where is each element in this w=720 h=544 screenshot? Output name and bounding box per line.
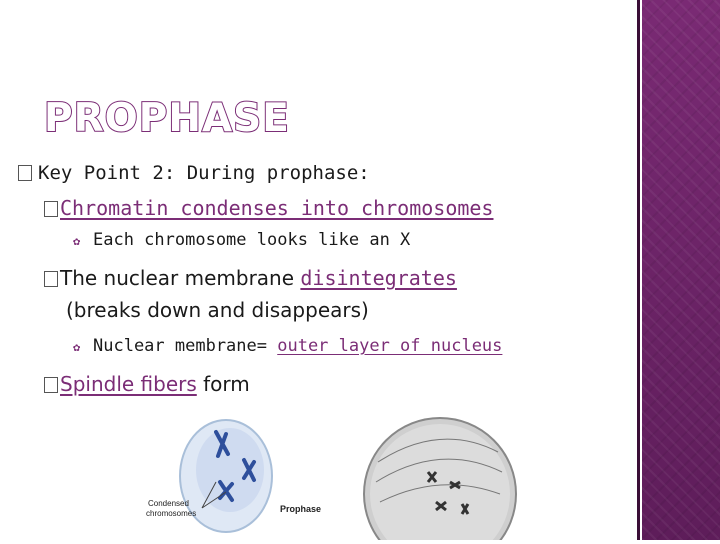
checkbox-bullet-icon bbox=[18, 165, 32, 181]
form-text: form bbox=[196, 372, 250, 396]
outer-layer-link[interactable]: outer layer of nucleus bbox=[277, 336, 503, 356]
key-point-text: Key Point 2: During prophase: bbox=[38, 162, 370, 184]
checkbox-bullet-icon bbox=[44, 201, 58, 217]
bullet-breaks-down: (breaks down and disappears) bbox=[66, 298, 369, 322]
flower-bullet-icon: ✿ bbox=[73, 234, 81, 248]
key-point-line bbox=[18, 162, 370, 184]
checkbox-bullet-icon bbox=[44, 271, 58, 287]
spindle-fibers-link[interactable]: Spindle fibers bbox=[60, 372, 197, 396]
nuclear-membrane-def-text: Nuclear membrane= bbox=[93, 336, 278, 356]
prophase-caption: Prophase bbox=[280, 504, 322, 514]
chromosomes-label: chromosomes bbox=[146, 509, 197, 518]
decorative-side-panel bbox=[642, 0, 720, 540]
flower-bullet-icon: ✿ bbox=[73, 340, 81, 354]
cell-diagram-svg bbox=[146, 412, 346, 540]
bullet-spindle-fibers bbox=[44, 372, 250, 396]
side-divider bbox=[637, 0, 640, 540]
prophase-cell-illustration bbox=[146, 412, 346, 544]
micrograph-svg bbox=[358, 412, 518, 540]
chromatin-text[interactable]: Chromatin condenses into chromosomes bbox=[60, 196, 494, 220]
slide-title: PROPHASE bbox=[44, 96, 290, 141]
each-chromosome-text: Each chromosome looks like an X bbox=[93, 230, 411, 250]
disintegrates-link[interactable]: disintegrates bbox=[300, 266, 457, 290]
bullet-nuclear-membrane-def bbox=[73, 336, 502, 356]
prophase-micrograph bbox=[358, 412, 518, 544]
bullet-chromatin bbox=[44, 196, 493, 220]
checkbox-bullet-icon bbox=[44, 377, 58, 393]
bullet-each-chromosome bbox=[73, 230, 410, 250]
condensed-label: Condensed bbox=[148, 499, 189, 508]
nuclear-membrane-text: The nuclear membrane bbox=[60, 266, 301, 290]
bullet-nuclear-membrane bbox=[44, 266, 457, 290]
